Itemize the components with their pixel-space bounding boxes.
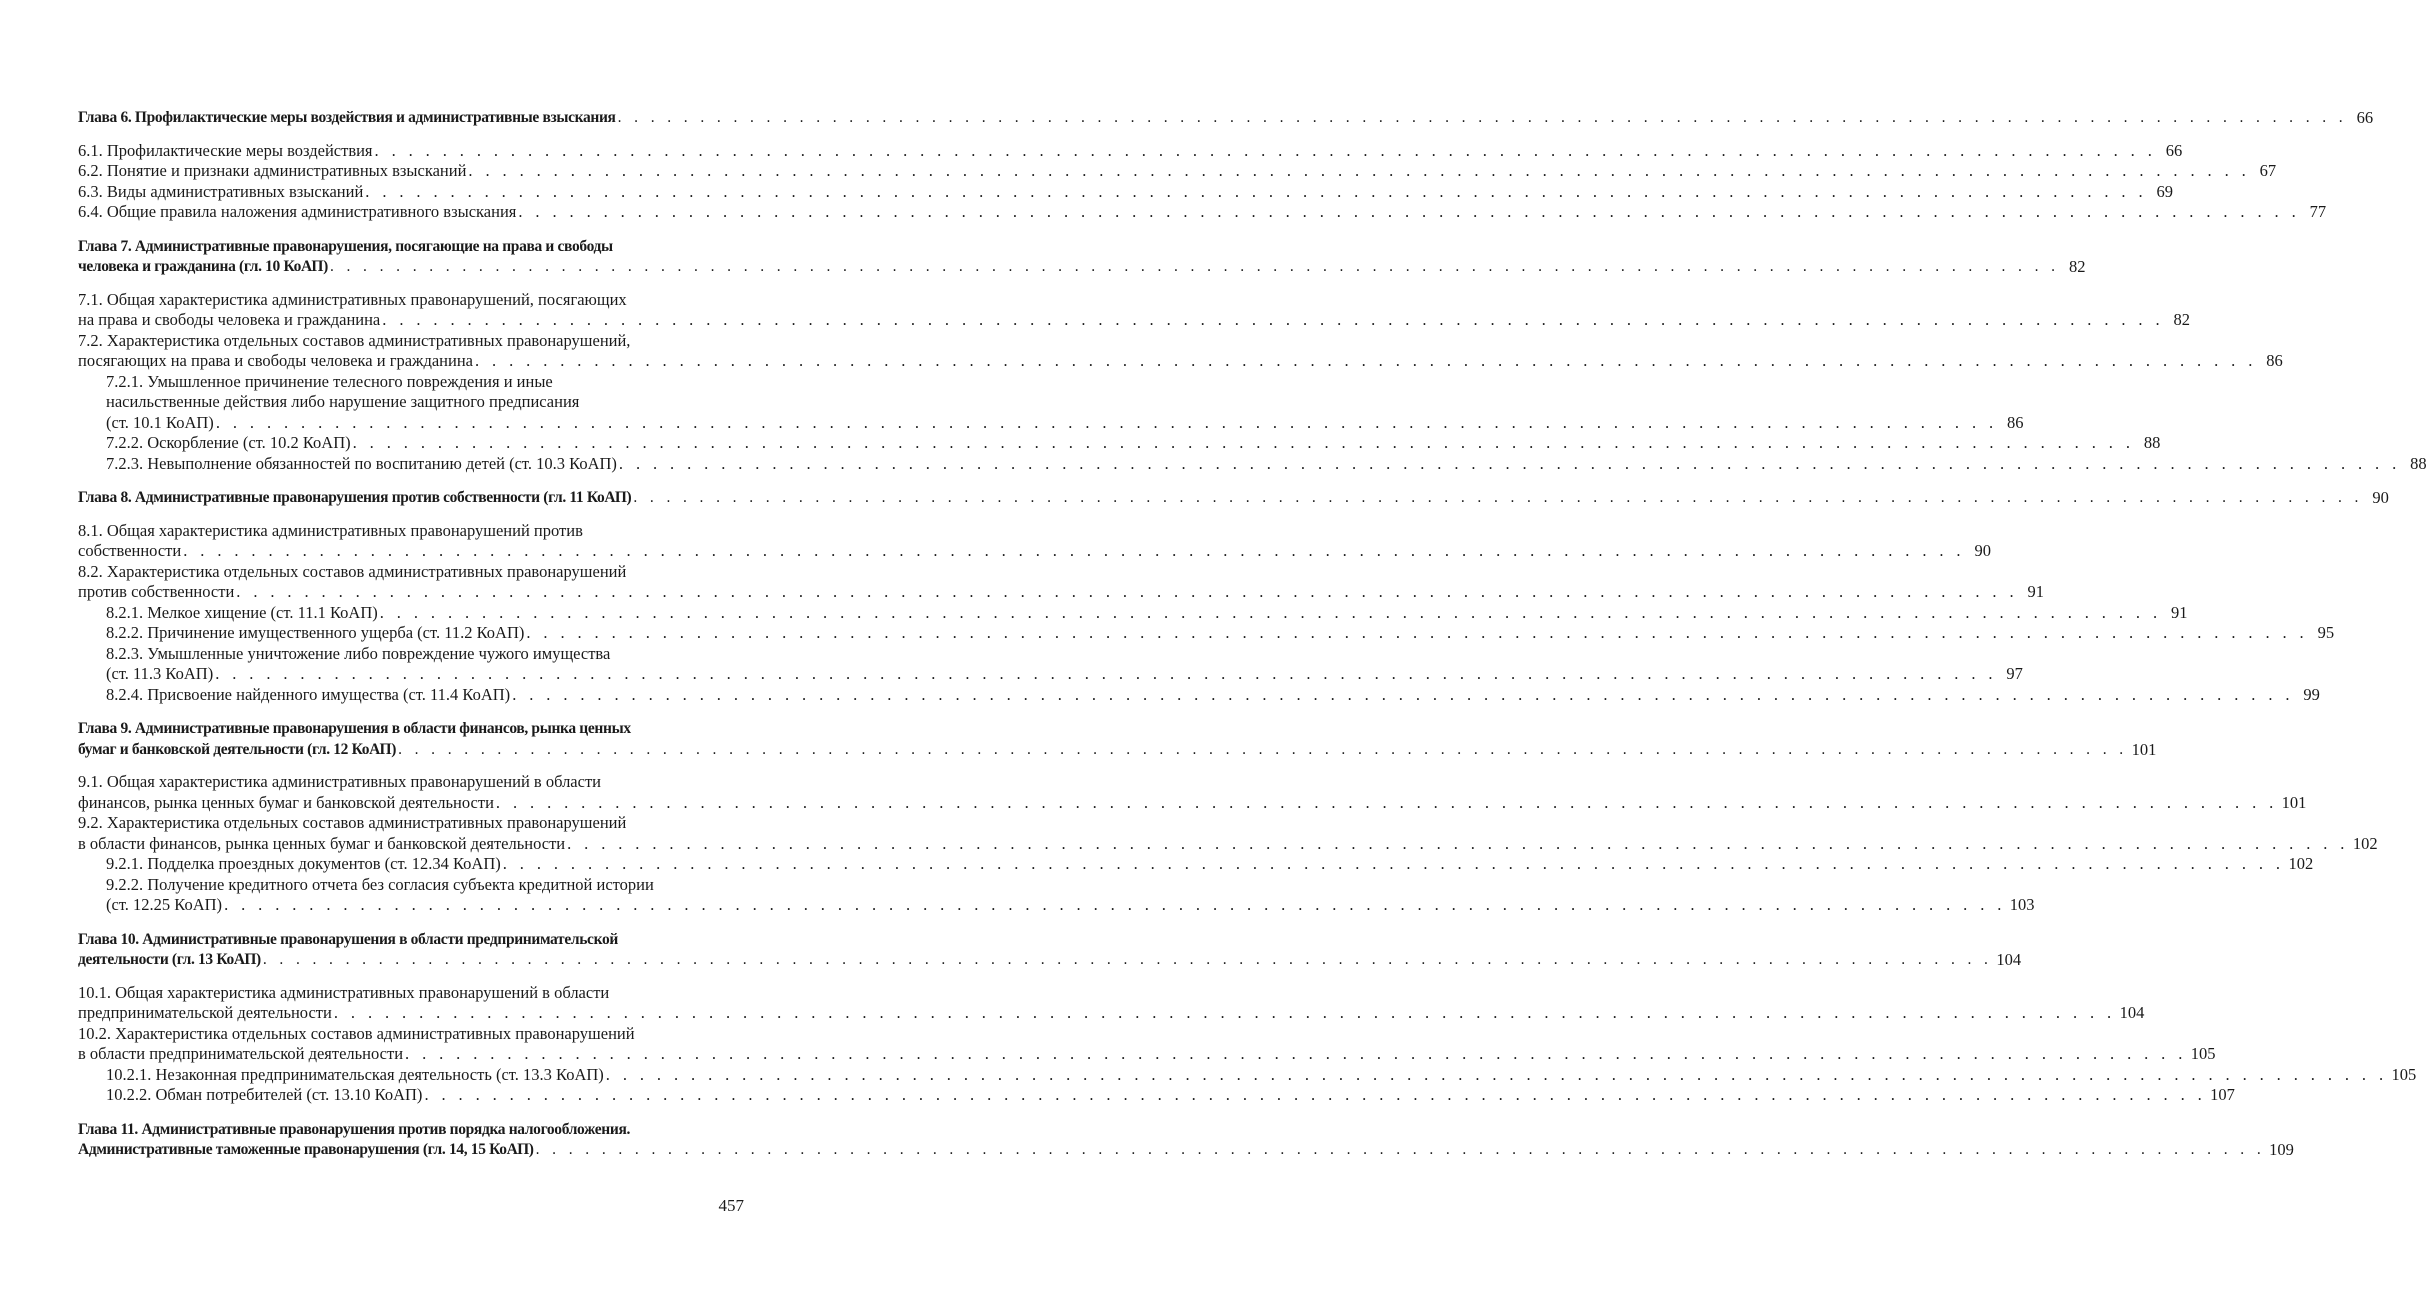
toc-page-number: 97 — [2006, 664, 2023, 683]
toc-entry-title-line: Административные таможенные правонарушения (гл. 14, 15 КоАП) — [78, 1141, 534, 1158]
toc-entry-title-line: человека и гражданина (гл. 10 КоАП) — [78, 258, 328, 275]
toc-entry-title-line: 7.1. Общая характеристика административных правонарушений, посягающих — [78, 289, 627, 309]
dot-leader: . . . . . . . . . . . . . . . . . . . . . . . . . . . . . . . . . . . . . . . . . . . . . . . . . . . . . . . . . . . . . . . . . . . . . . . . . . . . . . . . . . . . . . . . . . . . . . . . . . . . . . . . . — [535, 1141, 2266, 1158]
toc-subsection-entry — [78, 453, 2427, 475]
toc-entry-last-line — [78, 833, 2378, 855]
toc-entry-last-line — [78, 202, 2327, 223]
toc-page-number: 104 — [2119, 1003, 2145, 1022]
toc-page-number: 67 — [2259, 161, 2277, 180]
toc-entry-title-line: 8.2.2. Причинение имущественного ущерба (ст. 11.2 КоАП) — [106, 623, 525, 642]
toc-entry-last-line — [78, 950, 2022, 971]
toc-page-number: 88 — [2410, 453, 2427, 473]
toc-entry-last-line — [78, 792, 2307, 814]
dot-leader: . . . . . . . . . . . . . . . . . . . . . . . . . . . . . . . . . . . . . . . . . . . . . . . . . . . . . . . . . . . . . . . . . . . . . . . . . . . . . . . . . . . . . . . . . . . . . . . . . . . . . . . . . — [512, 684, 2294, 704]
dot-leader: . . . . . . . . . . . . . . . . . . . . . . . . . . . . . . . . . . . . . . . . . . . . . . . . . . . . . . . . . . . . . . . . . . . . . . . . . . . . . . . . . . . . . . . . . . . . . . . . . . . . . . . . . — [518, 202, 2301, 221]
dot-leader: . . . . . . . . . . . . . . . . . . . . . . . . . . . . . . . . . . . . . . . . . . . . . . . . . . . . . . . . . . . . . . . . . . . . . . . . . . . . . . . . . . . . . . . . . . . . . . . . . . . . . . . . . — [567, 833, 2349, 853]
toc-entry-title-line: Глава 11. Административные правонарушения против порядка налогообложения. — [78, 1120, 630, 1138]
toc-entry-title-line: против собственности — [78, 582, 235, 601]
dot-leader: . . . . . . . . . . . . . . . . . . . . . . . . . . . . . . . . . . . . . . . . . . . . . . . . . . . . . . . . . . . . . . . . . . . . . . . . . . . . . . . . . . . . . . . . . . . . . . . . . . . . . . . . . — [379, 602, 2162, 622]
toc-entry-last-line — [106, 623, 2335, 644]
toc-page-number: 86 — [2266, 351, 2283, 370]
toc-section-entry — [78, 289, 2190, 331]
toc-section-entry — [78, 982, 2145, 1024]
toc-section-entry — [78, 561, 2045, 603]
page-number: 457 — [718, 1196, 744, 1215]
toc-entry-last-line — [78, 488, 2389, 509]
toc-entry-title-line: (ст. 10.1 КоАП) — [106, 412, 214, 432]
toc-entry-title-line: деятельности (гл. 13 КоАП) — [78, 951, 261, 968]
toc-section-entry — [78, 520, 1991, 562]
toc-entry-last-line — [78, 1140, 2294, 1161]
toc-entry-title-line: 8.1. Общая характеристика административных правонарушений против — [78, 520, 583, 540]
toc-page-number: 101 — [2281, 792, 2307, 812]
toc-page-number: 82 — [2173, 310, 2190, 329]
toc-entry-title-line: (ст. 12.25 КоАП) — [106, 895, 223, 914]
toc-entry-last-line — [78, 140, 2183, 162]
toc-page-number: 88 — [2143, 433, 2161, 452]
toc-page-number: 105 — [2190, 1044, 2216, 1063]
toc-section-entry — [78, 813, 2378, 854]
toc-entry-title-line: 6.3. Виды административных взысканий — [78, 181, 364, 201]
toc-entry-last-line — [106, 602, 2188, 624]
toc-chapter-entry — [78, 488, 2389, 509]
toc-entry-title-line: финансов, рынка ценных бумаг и банковской деятельности — [78, 792, 494, 812]
toc-page-number: 86 — [2007, 412, 2024, 432]
toc-entry-last-line — [78, 181, 2174, 203]
toc-subsection-entry — [78, 371, 2024, 434]
toc-page-number: 66 — [2356, 108, 2374, 127]
toc-subsection-entry — [78, 433, 2161, 454]
toc-subsection-entry — [78, 1085, 2235, 1106]
toc-section-entry — [78, 202, 2327, 223]
toc-entry-title-line: предпринимательской деятельности — [78, 1003, 332, 1022]
toc-page-number: 82 — [2068, 257, 2086, 276]
dot-leader: . . . . . . . . . . . . . . . . . . . . . . . . . . . . . . . . . . . . . . . . . . . . . . . . . . . . . . . . . . . . . . . . . . . . . . . . . . . . . . . . . . . . . . . . . . . . . . . . . . . . . . . . . — [424, 1085, 2207, 1104]
toc-entry-last-line — [106, 1064, 2417, 1086]
toc-section-entry — [78, 161, 2277, 182]
toc-entry-title-line: 10.2.2. Обман потребителей (ст. 13.10 КоАП) — [106, 1085, 423, 1104]
toc-entry-last-line — [78, 161, 2277, 182]
toc-page-number: 104 — [1996, 950, 2022, 969]
toc-entry-last-line — [106, 664, 2023, 685]
toc-entry-title-line: 6.4. Общие правила наложения административного взыскания — [78, 202, 517, 221]
dot-leader: . . . . . . . . . . . . . . . . . . . . . . . . . . . . . . . . . . . . . . . . . . . . . . . . . . . . . . . . . . . . . . . . . . . . . . . . . . . . . . . . . . . . . . . . . . . . . . . . . . . . . . . . . — [183, 541, 1965, 560]
toc-chapter-entry — [78, 108, 2374, 129]
toc-page-number: 95 — [2317, 623, 2335, 642]
toc-section-entry — [78, 140, 2183, 162]
toc-page-number: 101 — [2131, 739, 2157, 759]
toc-chapter-entry — [78, 237, 2086, 278]
dot-leader: . . . . . . . . . . . . . . . . . . . . . . . . . . . . . . . . . . . . . . . . . . . . . . . . . . . . . . . . . . . . . . . . . . . . . . . . . . . . . . . . . . . . . . . . . . . . . . . . . . . . . . . . . — [365, 181, 2148, 201]
toc-page-number: 102 — [2288, 854, 2314, 873]
toc-entry-title-line: 7.2. Характеристика отдельных составов административных правонарушений, — [78, 330, 631, 350]
toc-entry-title-line: 9.1. Общая характеристика административных правонарушений в области — [78, 772, 601, 791]
toc-subsection-entry — [78, 684, 2320, 706]
toc-entry-title-line: Глава 9. Административные правонарушения в области финансов, рынка ценных — [78, 720, 631, 737]
toc-subsection-entry — [78, 643, 2023, 685]
toc-chapter-entry — [78, 1120, 2294, 1161]
toc-subsection-entry — [78, 602, 2188, 624]
toc-entry-title-line: 9.2. Характеристика отдельных составов административных правонарушений — [78, 813, 627, 832]
dot-leader: . . . . . . . . . . . . . . . . . . . . . . . . . . . . . . . . . . . . . . . . . . . . . . . . . . . . . . . . . . . . . . . . . . . . . . . . . . . . . . . . . . . . . . . . . . . . . . . . . . . . . . . . . — [352, 433, 2135, 452]
dot-leader: . . . . . . . . . . . . . . . . . . . . . . . . . . . . . . . . . . . . . . . . . . . . . . . . . . . . . . . . . . . . . . . . . . . . . . . . . . . . . . . . . . . . . . . . . . . . . . . . . . . . . . . . . — [475, 351, 2257, 370]
toc-chapter-entry — [78, 930, 2022, 971]
toc-entry-last-line — [106, 453, 2427, 475]
toc-entry-last-line — [78, 582, 2045, 603]
toc-subsection-entry — [78, 854, 2314, 875]
toc-entry-title-line: 8.2.3. Умышленные уничтожение либо повреждение чужого имущества — [106, 643, 611, 663]
dot-leader: . . . . . . . . . . . . . . . . . . . . . . . . . . . . . . . . . . . . . . . . . . . . . . . . . . . . . . . . . . . . . . . . . . . . . . . . . . . . . . . . . . . . . . . . . . . . . . . . . . . . . . . . . — [618, 453, 2401, 473]
toc-subsection-entry — [78, 623, 2335, 644]
dot-leader: . . . . . . . . . . . . . . . . . . . . . . . . . . . . . . . . . . . . . . . . . . . . . . . . . . . . . . . . . . . . . . . . . . . . . . . . . . . . . . . . . . . . . . . . . . . . . . . . . . . . . . . . . — [468, 161, 2251, 180]
toc-section-entry — [78, 181, 2174, 203]
toc-page-number: 109 — [2269, 1140, 2294, 1159]
toc-page-number: 90 — [1974, 541, 1991, 560]
toc-page-number: 90 — [2372, 488, 2389, 507]
toc-entry-last-line — [78, 739, 2157, 761]
toc-entry-title-line: 10.2.1. Незаконная предпринимательская деятельность (ст. 13.3 КоАП) — [106, 1064, 604, 1084]
toc-entry-title-line: 7.2.2. Оскорбление (ст. 10.2 КоАП) — [106, 433, 351, 452]
toc-entry-title-line: Глава 10. Административные правонарушения в области предпринимательской — [78, 930, 618, 948]
toc-entry-last-line — [78, 541, 1991, 562]
toc-entry-last-line — [78, 1003, 2145, 1024]
toc-page-number: 107 — [2210, 1085, 2235, 1104]
toc-entry-title-line: 8.2. Характеристика отдельных составов административных правонарушений — [78, 561, 627, 581]
toc-section-entry — [78, 330, 2283, 372]
toc-entry-last-line — [78, 257, 2086, 278]
toc-entry-title-line: 8.2.1. Мелкое хищение (ст. 11.1 КоАП) — [106, 602, 378, 622]
toc-entry-title-line: 6.2. Понятие и признаки административных взысканий — [78, 161, 467, 180]
dot-leader: . . . . . . . . . . . . . . . . . . . . . . . . . . . . . . . . . . . . . . . . . . . . . . . . . . . . . . . . . . . . . . . . . . . . . . . . . . . . . . . . . . . . . . . . . . . . . . . . . . . . . . . . . — [405, 1044, 2187, 1063]
toc-entry-title-line: 9.2.2. Получение кредитного отчета без согласия субъекта кредитной истории — [106, 874, 654, 894]
toc-page-number: 66 — [2165, 140, 2183, 160]
toc-entry-title-line: насильственные действия либо нарушение защитного предписания — [106, 392, 580, 411]
table-of-contents — [78, 108, 2427, 1161]
dot-leader: . . . . . . . . . . . . . . . . . . . . . . . . . . . . . . . . . . . . . . . . . . . . . . . . . . . . . . . . . . . . . . . . . . . . . . . . . . . . . . . . . . . . . . . . . . . . . . . . . . . . . . . . . — [329, 258, 2060, 275]
toc-page-number: 77 — [2309, 202, 2327, 221]
dot-leader: . . . . . . . . . . . . . . . . . . . . . . . . . . . . . . . . . . . . . . . . . . . . . . . . . . . . . . . . . . . . . . . . . . . . . . . . . . . . . . . . . . . . . . . . . . . . . . . . . . . . . . . . . — [262, 951, 1993, 968]
toc-section-entry — [78, 772, 2307, 813]
toc-entry-last-line — [78, 310, 2190, 331]
toc-entry-title-line: 8.2.4. Присвоение найденного имущества (ст. 11.4 КоАП) — [106, 684, 511, 704]
toc-subsection-entry — [78, 874, 2035, 916]
dot-leader: . . . . . . . . . . . . . . . . . . . . . . . . . . . . . . . . . . . . . . . . . . . . . . . . . . . . . . . . . . . . . . . . . . . . . . . . . . . . . . . . . . . . . . . . . . . . . . . . . . . . . . . . . — [617, 109, 2348, 126]
toc-page-number: 91 — [2170, 602, 2188, 622]
toc-entry-last-line — [106, 1085, 2235, 1106]
toc-entry-last-line — [78, 1044, 2216, 1065]
dot-leader: . . . . . . . . . . . . . . . . . . . . . . . . . . . . . . . . . . . . . . . . . . . . . . . . . . . . . . . . . . . . . . . . . . . . . . . . . . . . . . . . . . . . . . . . . . . . . . . . . . . . . . . . . — [633, 489, 2363, 506]
dot-leader: . . . . . . . . . . . . . . . . . . . . . . . . . . . . . . . . . . . . . . . . . . . . . . . . . . . . . . . . . . . . . . . . . . . . . . . . . . . . . . . . . . . . . . . . . . . . . . . . . . . . . . . . . — [605, 1064, 2388, 1084]
dot-leader: . . . . . . . . . . . . . . . . . . . . . . . . . . . . . . . . . . . . . . . . . . . . . . . . . . . . . . . . . . . . . . . . . . . . . . . . . . . . . . . . . . . . . . . . . . . . . . . . . . . . . . . . . — [215, 664, 1997, 683]
toc-page-number: 91 — [2027, 582, 2045, 601]
dot-leader: . . . . . . . . . . . . . . . . . . . . . . . . . . . . . . . . . . . . . . . . . . . . . . . . . . . . . . . . . . . . . . . . . . . . . . . . . . . . . . . . . . . . . . . . . . . . . . . . . . . . . . . . . — [224, 895, 2006, 914]
toc-entry-title-line: 7.2.1. Умышленное причинение телесного повреждения и иные — [106, 371, 553, 391]
toc-page-number: 102 — [2352, 833, 2378, 853]
toc-entry-title-line: бумаг и банковской деятельности (гл. 12 КоАП) — [78, 740, 397, 758]
toc-entry-title-line: в области предпринимательской деятельности — [78, 1044, 404, 1063]
toc-entry-title-line: 9.2.1. Подделка проездных документов (ст. 12.34 КоАП) — [106, 854, 501, 873]
toc-entry-title-line: (ст. 11.3 КоАП) — [106, 664, 214, 683]
toc-entry-last-line — [106, 433, 2161, 454]
toc-entry-title-line: Глава 6. Профилактические меры воздействия и административные взыскания — [78, 109, 616, 126]
toc-entry-last-line — [106, 895, 2035, 916]
toc-section-entry — [78, 1023, 2216, 1065]
dot-leader: . . . . . . . . . . . . . . . . . . . . . . . . . . . . . . . . . . . . . . . . . . . . . . . . . . . . . . . . . . . . . . . . . . . . . . . . . . . . . . . . . . . . . . . . . . . . . . . . . . . . . . . . . — [374, 140, 2157, 160]
toc-entry-last-line — [78, 108, 2374, 129]
dot-leader: . . . . . . . . . . . . . . . . . . . . . . . . . . . . . . . . . . . . . . . . . . . . . . . . . . . . . . . . . . . . . . . . . . . . . . . . . . . . . . . . . . . . . . . . . . . . . . . . . . . . . . . . . — [495, 792, 2278, 812]
toc-entry-title-line: Глава 8. Административные правонарушения против собственности (гл. 11 КоАП) — [78, 489, 632, 506]
toc-entry-last-line — [78, 351, 2283, 372]
toc-subsection-entry — [78, 1064, 2417, 1086]
toc-entry-title-line: на права и свободы человека и гражданина — [78, 310, 381, 329]
dot-leader: . . . . . . . . . . . . . . . . . . . . . . . . . . . . . . . . . . . . . . . . . . . . . . . . . . . . . . . . . . . . . . . . . . . . . . . . . . . . . . . . . . . . . . . . . . . . . . . . . . . . . . . . . — [215, 412, 1998, 432]
toc-entry-title-line: 6.1. Профилактические меры воздействия — [78, 140, 373, 160]
toc-entry-title-line: в области финансов, рынка ценных бумаг и банковской деятельности — [78, 833, 566, 853]
dot-leader: . . . . . . . . . . . . . . . . . . . . . . . . . . . . . . . . . . . . . . . . . . . . . . . . . . . . . . . . . . . . . . . . . . . . . . . . . . . . . . . . . . . . . . . . . . . . . . . . . . . . . . . . . — [333, 1003, 2116, 1022]
toc-entry-title-line: 10.1. Общая характеристика административных правонарушений в области — [78, 982, 610, 1002]
toc-page-number: 99 — [2303, 684, 2320, 704]
toc-entry-title-line: посягающих на права и свободы человека и гражданина — [78, 351, 473, 370]
toc-entry-last-line — [106, 684, 2320, 706]
dot-leader: . . . . . . . . . . . . . . . . . . . . . . . . . . . . . . . . . . . . . . . . . . . . . . . . . . . . . . . . . . . . . . . . . . . . . . . . . . . . . . . . . . . . . . . . . . . . . . . . . . . . . . . . . — [382, 310, 2164, 329]
toc-page-number: 69 — [2156, 181, 2174, 201]
dot-leader: . . . . . . . . . . . . . . . . . . . . . . . . . . . . . . . . . . . . . . . . . . . . . . . . . . . . . . . . . . . . . . . . . . . . . . . . . . . . . . . . . . . . . . . . . . . . . . . . . . . . . . . . . — [526, 623, 2309, 642]
toc-entry-last-line — [106, 854, 2314, 875]
dot-leader: . . . . . . . . . . . . . . . . . . . . . . . . . . . . . . . . . . . . . . . . . . . . . . . . . . . . . . . . . . . . . . . . . . . . . . . . . . . . . . . . . . . . . . . . . . . . . . . . . . . . . . . . . — [502, 854, 2285, 873]
toc-chapter-entry — [78, 719, 2157, 760]
dot-leader: . . . . . . . . . . . . . . . . . . . . . . . . . . . . . . . . . . . . . . . . . . . . . . . . . . . . . . . . . . . . . . . . . . . . . . . . . . . . . . . . . . . . . . . . . . . . . . . . . . . . . . . . . — [398, 740, 2128, 758]
toc-entry-last-line — [106, 412, 2024, 434]
toc-entry-title-line: 7.2.3. Невыполнение обязанностей по воспитанию детей (ст. 10.3 КоАП) — [106, 453, 617, 473]
toc-entry-title-line: Глава 7. Административные правонарушения, посягающие на права и свободы — [78, 237, 613, 255]
toc-page-number: 105 — [2391, 1064, 2417, 1084]
dot-leader: . . . . . . . . . . . . . . . . . . . . . . . . . . . . . . . . . . . . . . . . . . . . . . . . . . . . . . . . . . . . . . . . . . . . . . . . . . . . . . . . . . . . . . . . . . . . . . . . . . . . . . . . . — [236, 582, 2019, 601]
toc-page-number: 103 — [2009, 895, 2035, 914]
toc-entry-title-line: 10.2. Характеристика отдельных составов административных правонарушений — [78, 1023, 635, 1043]
toc-entry-title-line: собственности — [78, 541, 182, 560]
